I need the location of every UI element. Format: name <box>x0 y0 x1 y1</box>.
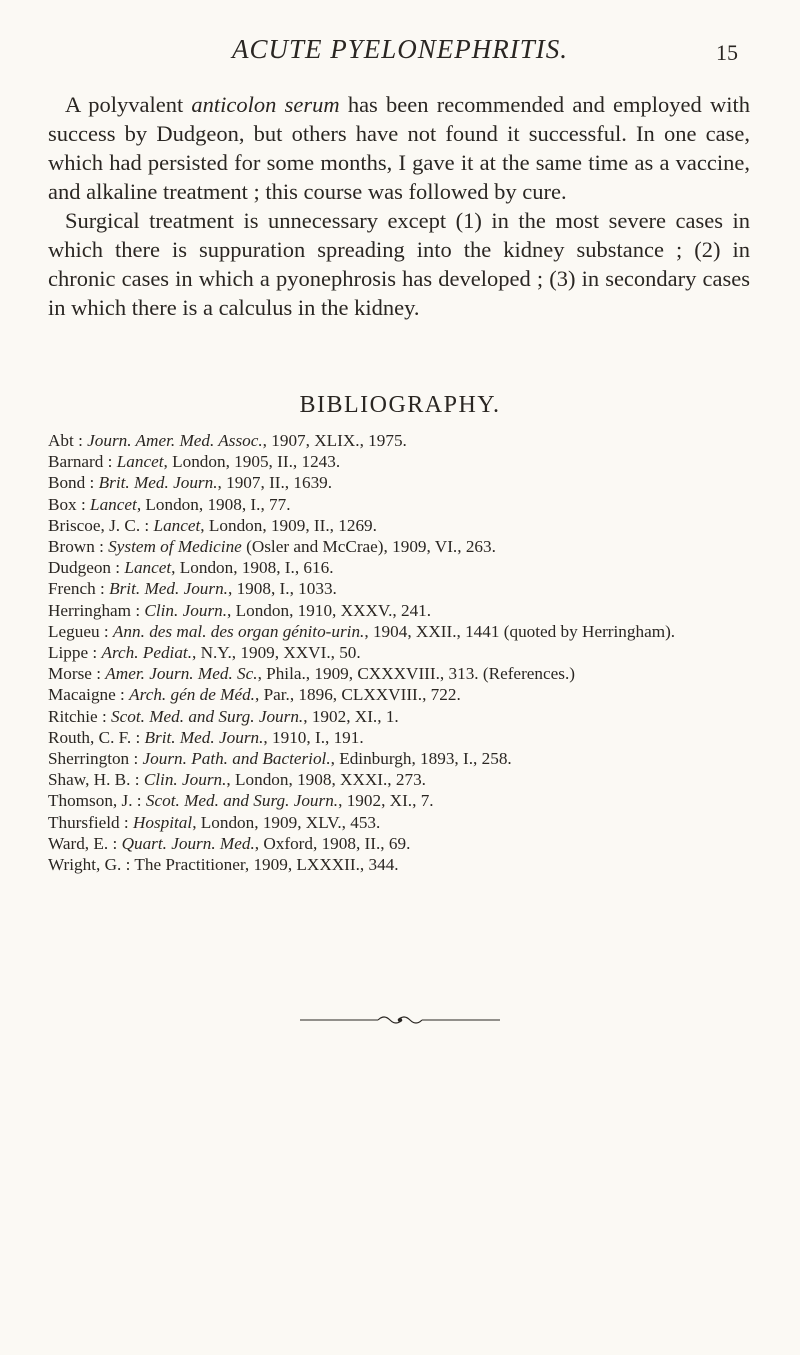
bibliography-entry: Thursfield : Hospital, London, 1909, XLV., 453. <box>48 812 381 832</box>
bibliography-entry: Barnard : Lancet, London, 1905, II., 1243. <box>48 452 341 472</box>
bibliography-entry: Legueu : Ann. des mal. des organ génito-urin., 1904, XXII., 1441 (quoted by Herringham). <box>48 621 676 641</box>
bibliography-heading: BIBLIOGRAPHY. <box>299 392 501 418</box>
body-text <box>48 90 750 322</box>
bibliography-entry: Ritchie : Scot. Med. and Surg. Journ., 1902, XI., 1. <box>48 706 399 726</box>
page-number: 15 <box>716 40 738 65</box>
bibliography-entry: Shaw, H. B. : Clin. Journ., London, 1908, XXXI., 273. <box>48 770 426 790</box>
paragraph-anticolon-serum: A polyvalent anticolon serum has been recommended and employed with success by Dudgeon, but others have not found it successful. In one case, which had persisted for some months, I gave it at the same time as a vaccine, and alkaline treatment ; this course was followed by cure. <box>48 92 750 204</box>
bibliography-entry: Sherrington : Journ. Path. and Bacteriol., Edinburgh, 1893, I., 258. <box>48 749 512 769</box>
bibliography-entry: Briscoe, J. C. : Lancet, London, 1909, II., 1269. <box>48 515 377 535</box>
running-head <box>0 30 800 70</box>
bibliography-entry: Thomson, J. : Scot. Med. and Surg. Journ., 1902, XI., 7. <box>48 791 434 811</box>
bibliography-entry: Wright, G. : The Practitioner, 1909, LXXXII., 344. <box>48 855 399 875</box>
bibliography-entry: Routh, C. F. : Brit. Med. Journ., 1910, I., 191. <box>48 727 364 747</box>
bibliography-entry: French : Brit. Med. Journ., 1908, I., 1033. <box>48 579 337 599</box>
bibliography-entry: Abt : Journ. Amer. Med. Assoc., 1907, XLIX., 1975. <box>48 431 407 450</box>
running-head-title: ACUTE PYELONEPHRITIS. <box>231 34 568 64</box>
bibliography-list <box>48 430 750 875</box>
bibliography-entry: Ward, E. : Quart. Journ. Med., Oxford, 1908, II., 69. <box>48 833 411 853</box>
bibliography-entry: Brown : System of Medicine (Osler and McCrae), 1909, VI., 263. <box>48 537 496 557</box>
bibliography-entry: Morse : Amer. Journ. Med. Sc., Phila., 1909, CXXXVIII., 313. (References.) <box>48 664 575 684</box>
ornament-flourish <box>300 1010 500 1030</box>
bibliography-entry: Herringham : Clin. Journ., London, 1910, XXXV., 241. <box>48 600 432 620</box>
paragraph-surgical-treatment: Surgical treatment is unnecessary except (1) in the most severe cases in which there is suppuration spreading into the kidney substance ; (2) in chronic cases in which a pyonephrosis has developed ; (3) in secondary cases in which there is a calculus in the kidney. <box>48 208 750 320</box>
bibliography-entry: Dudgeon : Lancet, London, 1908, I., 616. <box>48 558 334 578</box>
bibliography-entry: Box : Lancet, London, 1908, I., 77. <box>48 494 291 514</box>
bibliography-entry: Macaigne : Arch. gén de Méd., Par., 1896, CLXXVIII., 722. <box>48 685 461 705</box>
bibliography-entry: Lippe : Arch. Pediat., N.Y., 1909, XXVI., 50. <box>48 643 361 663</box>
bibliography-entry: Bond : Brit. Med. Journ., 1907, II., 1639. <box>48 473 333 493</box>
